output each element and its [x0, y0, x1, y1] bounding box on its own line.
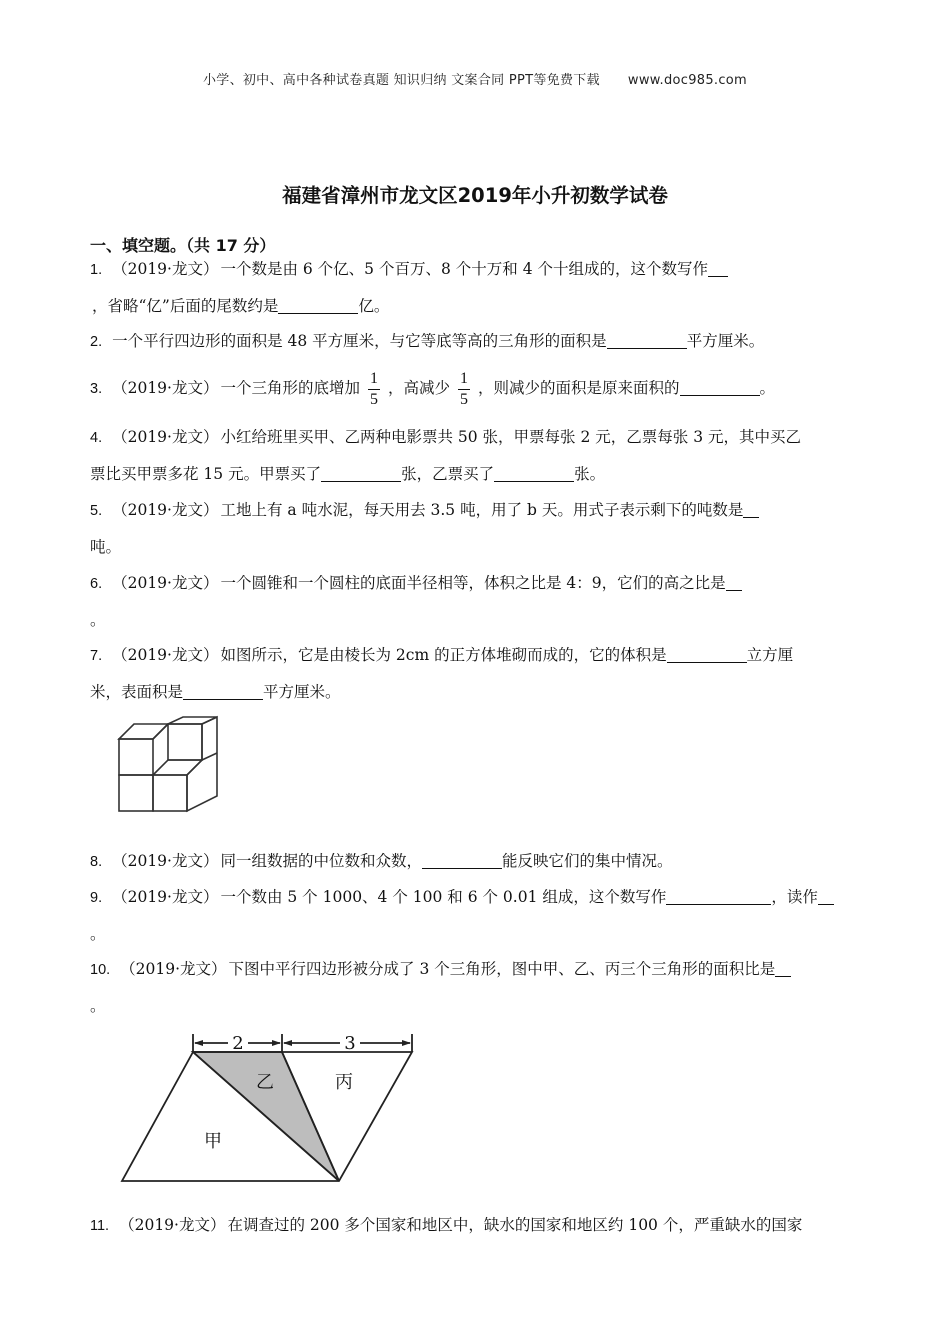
question-text: 一个数是由 6 个亿、5 个百万、8 个十万和 4 个十组成的，这个数写作 — [220, 260, 708, 278]
question-text: 。 — [759, 379, 776, 397]
answer-blank[interactable] — [680, 379, 760, 396]
question-number: 5. — [90, 503, 103, 519]
question-source: （2019·龙文） — [112, 888, 219, 906]
answer-blank[interactable] — [183, 683, 263, 700]
cube-back-top-right — [168, 724, 202, 760]
question-9-line-1 — [90, 887, 834, 908]
cube-right-side — [187, 717, 217, 811]
label-yi: 乙 — [256, 1072, 274, 1093]
figure-parallelogram-triangles — [115, 1030, 425, 1190]
question-text: 一个圆锥和一个圆柱的底面半径相等，体积之比是 4：9，它们的高之比是 — [220, 574, 726, 592]
question-source: （2019·龙文） — [112, 379, 219, 397]
question-text: 工地上有 a 吨水泥，每天用去 3.5 吨，用了 b 天。用式子表示剩下的吨数是 — [220, 501, 744, 519]
question-text: 能反映它们的集中情况。 — [501, 852, 673, 870]
cube-step-top — [153, 760, 202, 775]
question-source: （2019·龙文） — [120, 960, 227, 978]
question-text: 一个平行四边形的面积是 48 平方厘米，与它等底等高的三角形的面积是 — [112, 332, 607, 350]
answer-blank[interactable] — [321, 465, 401, 482]
question-4-line-1 — [90, 427, 801, 448]
question-3 — [90, 368, 775, 410]
question-source: （2019·龙文） — [112, 574, 219, 592]
figure-stacked-cubes — [112, 715, 227, 817]
header-banner-text: 小学、初中、高中各种试卷真题 知识归纳 文案合同 PPT等免费下载 — [202, 73, 600, 88]
question-1-line-2 — [92, 296, 389, 316]
question-text: 米，表面积是 — [90, 683, 184, 701]
question-source: （2019·龙文） — [112, 428, 219, 446]
fraction-one-fifth: $\frac{1}{5}$ — [460, 369, 468, 408]
question-7-line-1 — [90, 645, 793, 666]
question-5-line-1 — [90, 500, 759, 521]
answer-blank[interactable] — [775, 960, 791, 977]
page-title: 福建省漳州市龙文区2019年小升初数学试卷 — [282, 184, 668, 207]
section-heading-fill-blank: 一、填空题。（共 17 分） — [90, 236, 276, 255]
dimension-label-right: 3 — [344, 1033, 356, 1054]
label-jia: 甲 — [204, 1131, 222, 1152]
question-source: （2019·龙文） — [112, 501, 219, 519]
question-text: ，则减少的面积是原来面积的 — [478, 379, 680, 397]
question-7-line-2 — [90, 682, 341, 702]
answer-blank[interactable] — [726, 574, 742, 591]
question-text: 。 — [90, 925, 106, 943]
question-text: 平方厘米。 — [686, 332, 765, 350]
question-6-line-2 — [90, 610, 106, 630]
page-header-banner — [0, 69, 950, 88]
question-10-line-1 — [90, 959, 791, 980]
answer-blank[interactable] — [708, 260, 728, 277]
question-text: 在调查过的 200 多个国家和地区中，缺水的国家和地区约 100 个，严重缺水的国家 — [227, 1216, 803, 1234]
header-url-link[interactable]: www.doc985.com — [627, 73, 748, 88]
question-source: （2019·龙文） — [112, 852, 219, 870]
cube-edge — [153, 724, 168, 739]
answer-blank[interactable] — [422, 852, 502, 869]
question-text: 票比买甲票多花 15 元。甲票买了 — [90, 465, 322, 483]
answer-blank[interactable] — [743, 501, 759, 518]
dimension-label-left: 2 — [232, 1033, 244, 1054]
question-number: 11. — [90, 1218, 110, 1234]
question-number: 8. — [90, 854, 103, 870]
label-bing: 丙 — [335, 1072, 353, 1093]
question-9-line-2 — [90, 924, 106, 944]
question-10-line-2 — [90, 996, 106, 1016]
question-4-line-2 — [90, 464, 605, 484]
question-text: 一个三角形的底增加 — [220, 379, 360, 397]
question-source: （2019·龙文） — [112, 260, 219, 278]
answer-blank[interactable] — [818, 888, 834, 905]
question-1-line-1 — [90, 259, 728, 280]
question-text: ，高减少 — [387, 379, 450, 397]
question-text: 张。 — [574, 465, 606, 483]
question-6-line-1 — [90, 573, 742, 594]
question-5-line-2 — [90, 537, 121, 557]
question-number: 1. — [90, 262, 103, 278]
question-number: 7. — [90, 648, 103, 664]
cube-front-bottom-right — [153, 775, 187, 811]
question-8 — [90, 851, 673, 872]
question-2 — [90, 331, 764, 352]
fraction-one-fifth: $\frac{1}{5}$ — [369, 369, 378, 408]
question-text: 平方厘米。 — [263, 683, 341, 701]
question-text: 同一组数据的中位数和众数， — [220, 852, 422, 870]
answer-blank[interactable] — [278, 297, 358, 314]
question-text: 张，乙票买了 — [401, 465, 495, 483]
question-text: 小红给班里买甲、乙两种电影票共 50 张，甲票每张 2 元，乙票每张 3 元，其中买乙 — [220, 428, 801, 446]
question-text: 一个数由 5 个 1000、4 个 100 和 6 个 0.01 组成，这个数写作 — [220, 888, 667, 906]
dimension-arrowhead — [194, 1040, 203, 1046]
answer-blank[interactable] — [494, 465, 574, 482]
cube-front-bottom-left — [119, 775, 153, 811]
question-text: 。 — [90, 997, 106, 1015]
question-number: 6. — [90, 576, 103, 592]
question-text: 吨。 — [90, 538, 122, 556]
answer-blank[interactable] — [667, 646, 747, 663]
question-text: 如图所示，它是由棱长为 2cm 的正方体堆砌而成的，它的体积是 — [220, 646, 667, 664]
question-number: 10. — [90, 962, 111, 978]
question-number: 3. — [90, 381, 103, 397]
question-number: 4. — [90, 430, 103, 446]
question-number: 9. — [90, 890, 103, 906]
dimension-arrowhead — [272, 1040, 281, 1046]
question-text: 立方厘 — [746, 646, 794, 664]
question-11-line-1 — [90, 1215, 802, 1236]
answer-blank[interactable] — [666, 888, 771, 905]
dimension-arrowhead — [283, 1040, 292, 1046]
question-text: 。 — [90, 611, 106, 629]
question-text: 亿。 — [358, 297, 390, 315]
question-number: 2. — [90, 334, 103, 350]
question-source: （2019·龙文） — [119, 1216, 226, 1234]
question-text: ，读作 — [771, 888, 818, 906]
answer-blank[interactable] — [607, 332, 687, 349]
question-text: 下图中平行四边形被分成了 3 个三角形，图中甲、乙、丙三个三角形的面积比是 — [228, 960, 776, 978]
cube-edge — [202, 753, 217, 760]
question-source: （2019·龙文） — [112, 646, 219, 664]
question-text: ，省略“亿”后面的尾数约是 — [92, 297, 279, 315]
dimension-arrowhead — [402, 1040, 411, 1046]
cube-front-top-left — [119, 739, 153, 775]
